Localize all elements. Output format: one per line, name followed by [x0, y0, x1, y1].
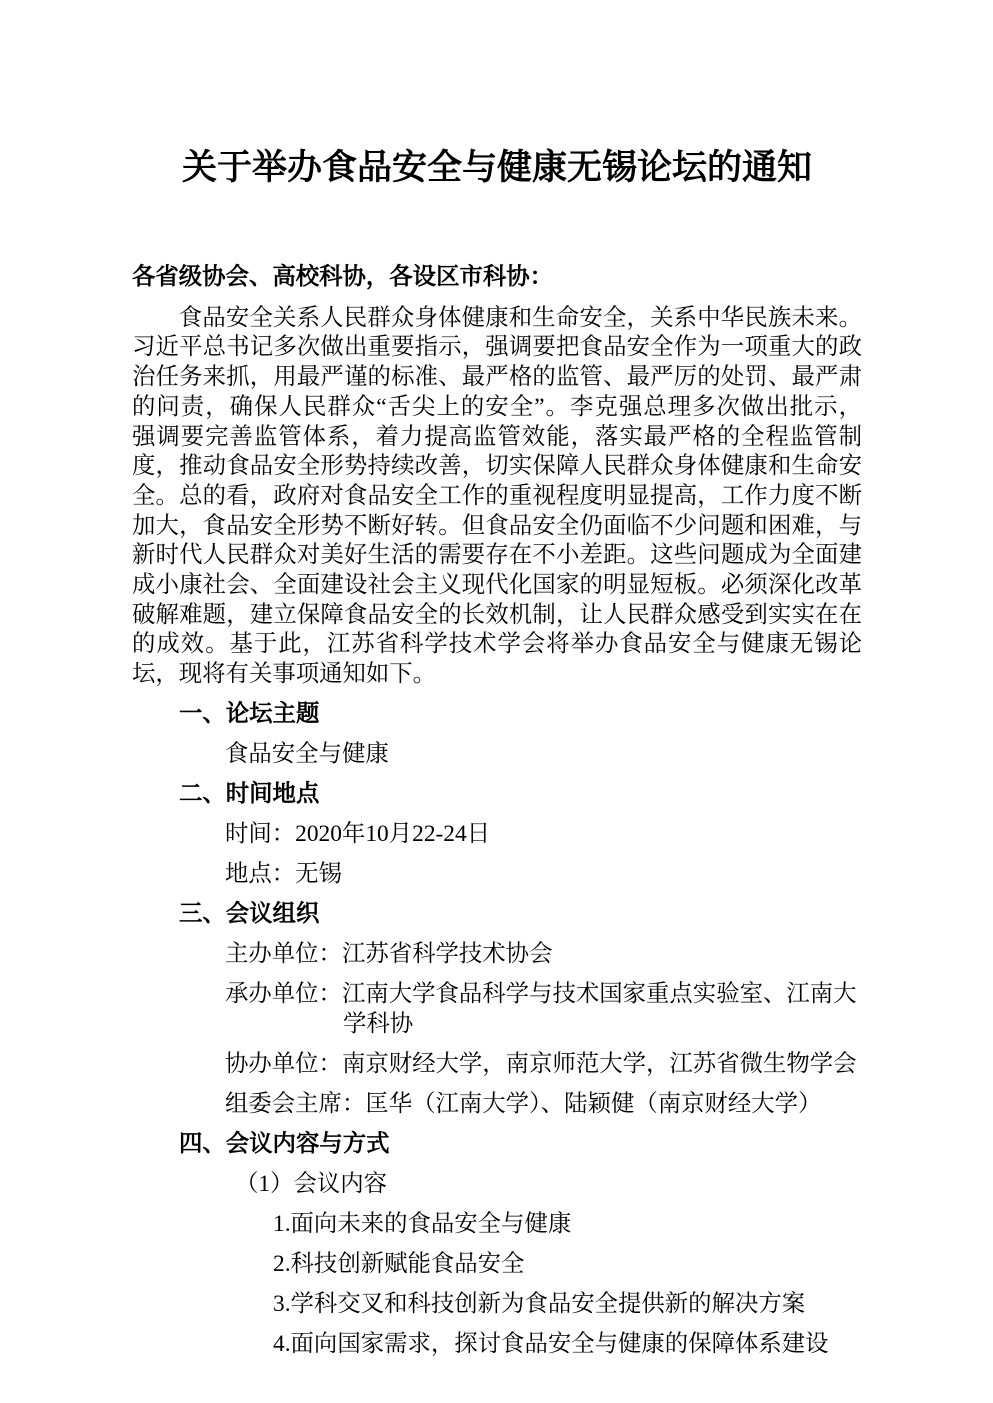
paragraph-line: 全。总的看，政府对食品安全工作的重视程度明显提高，工作力度不断	[132, 482, 862, 509]
document-title: 关于举办食品安全与健康无锡论坛的通知	[181, 148, 812, 187]
section-4-heading: 四、会议内容与方式	[179, 1130, 390, 1157]
content-subheading: （1）会议内容	[235, 1170, 388, 1197]
topic-item-1: 1.面向未来的食品安全与健康	[273, 1210, 572, 1237]
topic-item-4: 4.面向国家需求，探讨食品安全与健康的保障体系建设	[273, 1330, 829, 1357]
paragraph-line: 食品安全关系人民群众身体健康和生命安全，关系中华民族未来。	[178, 304, 862, 331]
intro-paragraph	[132, 304, 862, 690]
paragraph-line: 习近平总书记多次做出重要指示，强调要把食品安全作为一项重大的政	[132, 334, 862, 361]
topic-item-2: 2.科技创新赋能食品安全	[273, 1250, 525, 1277]
section-1-heading: 一、论坛主题	[179, 701, 320, 728]
topic-item-3: 3.学科交叉和科技创新为食品安全提供新的解决方案	[273, 1290, 806, 1317]
paragraph-line: 的问责，确保人民群众“舌尖上的安全”。李克强总理多次做出批示，	[132, 393, 862, 420]
host-line-2: 学科协	[343, 1010, 414, 1037]
forum-venue: 地点：无锡	[225, 861, 342, 888]
co-organizers-line: 协办单位：南京财经大学，南京师范大学，江苏省微生物学会	[225, 1050, 857, 1077]
paragraph-line: 加大，食品安全形势不断好转。但食品安全仍面临不少问题和困难，与	[132, 512, 862, 539]
section-3-heading: 三、会议组织	[179, 901, 320, 928]
section-2-heading: 二、时间地点	[179, 781, 320, 808]
document-body	[132, 263, 862, 1360]
host-line-1: 承办单位：江南大学食品科学与技术国家重点实验室、江南大	[225, 981, 857, 1008]
addressee-line: 各省级协会、高校科协，各设区市科协：	[132, 264, 554, 290]
organizer-line: 主办单位：江苏省科学技术协会	[225, 941, 553, 968]
forum-time: 时间：2020年10月22-24日	[225, 821, 491, 848]
paragraph-line: 坛，现将有关事项通知如下。	[132, 661, 437, 688]
paragraph-line: 治任务来抓，用最严谨的标准、最严格的监管、最严厉的处罚、最严肃	[132, 364, 862, 391]
paragraph-line: 破解难题，建立保障食品安全的长效机制，让人民群众感受到实实在在	[132, 601, 862, 628]
paragraph-line: 度，推动食品安全形势持续改善，切实保障人民群众身体健康和生命安	[132, 453, 862, 480]
paragraph-line: 成小康社会、全面建设社会主义现代化国家的明显短板。必须深化改革	[132, 572, 862, 599]
forum-theme: 食品安全与健康	[225, 741, 389, 768]
paragraph-line: 的成效。基于此，江苏省科学技术学会将举办食品安全与健康无锡论	[132, 631, 862, 658]
paragraph-line: 新时代人民群众对美好生活的需要存在不小差距。这些问题成为全面建	[132, 542, 862, 569]
paragraph-line: 强调要完善监管体系，着力提高监管效能，落实最严格的全程监管制	[132, 423, 862, 450]
committee-chairs-line: 组委会主席：匡华（江南大学）、陆颖健（南京财经大学）	[225, 1090, 822, 1117]
